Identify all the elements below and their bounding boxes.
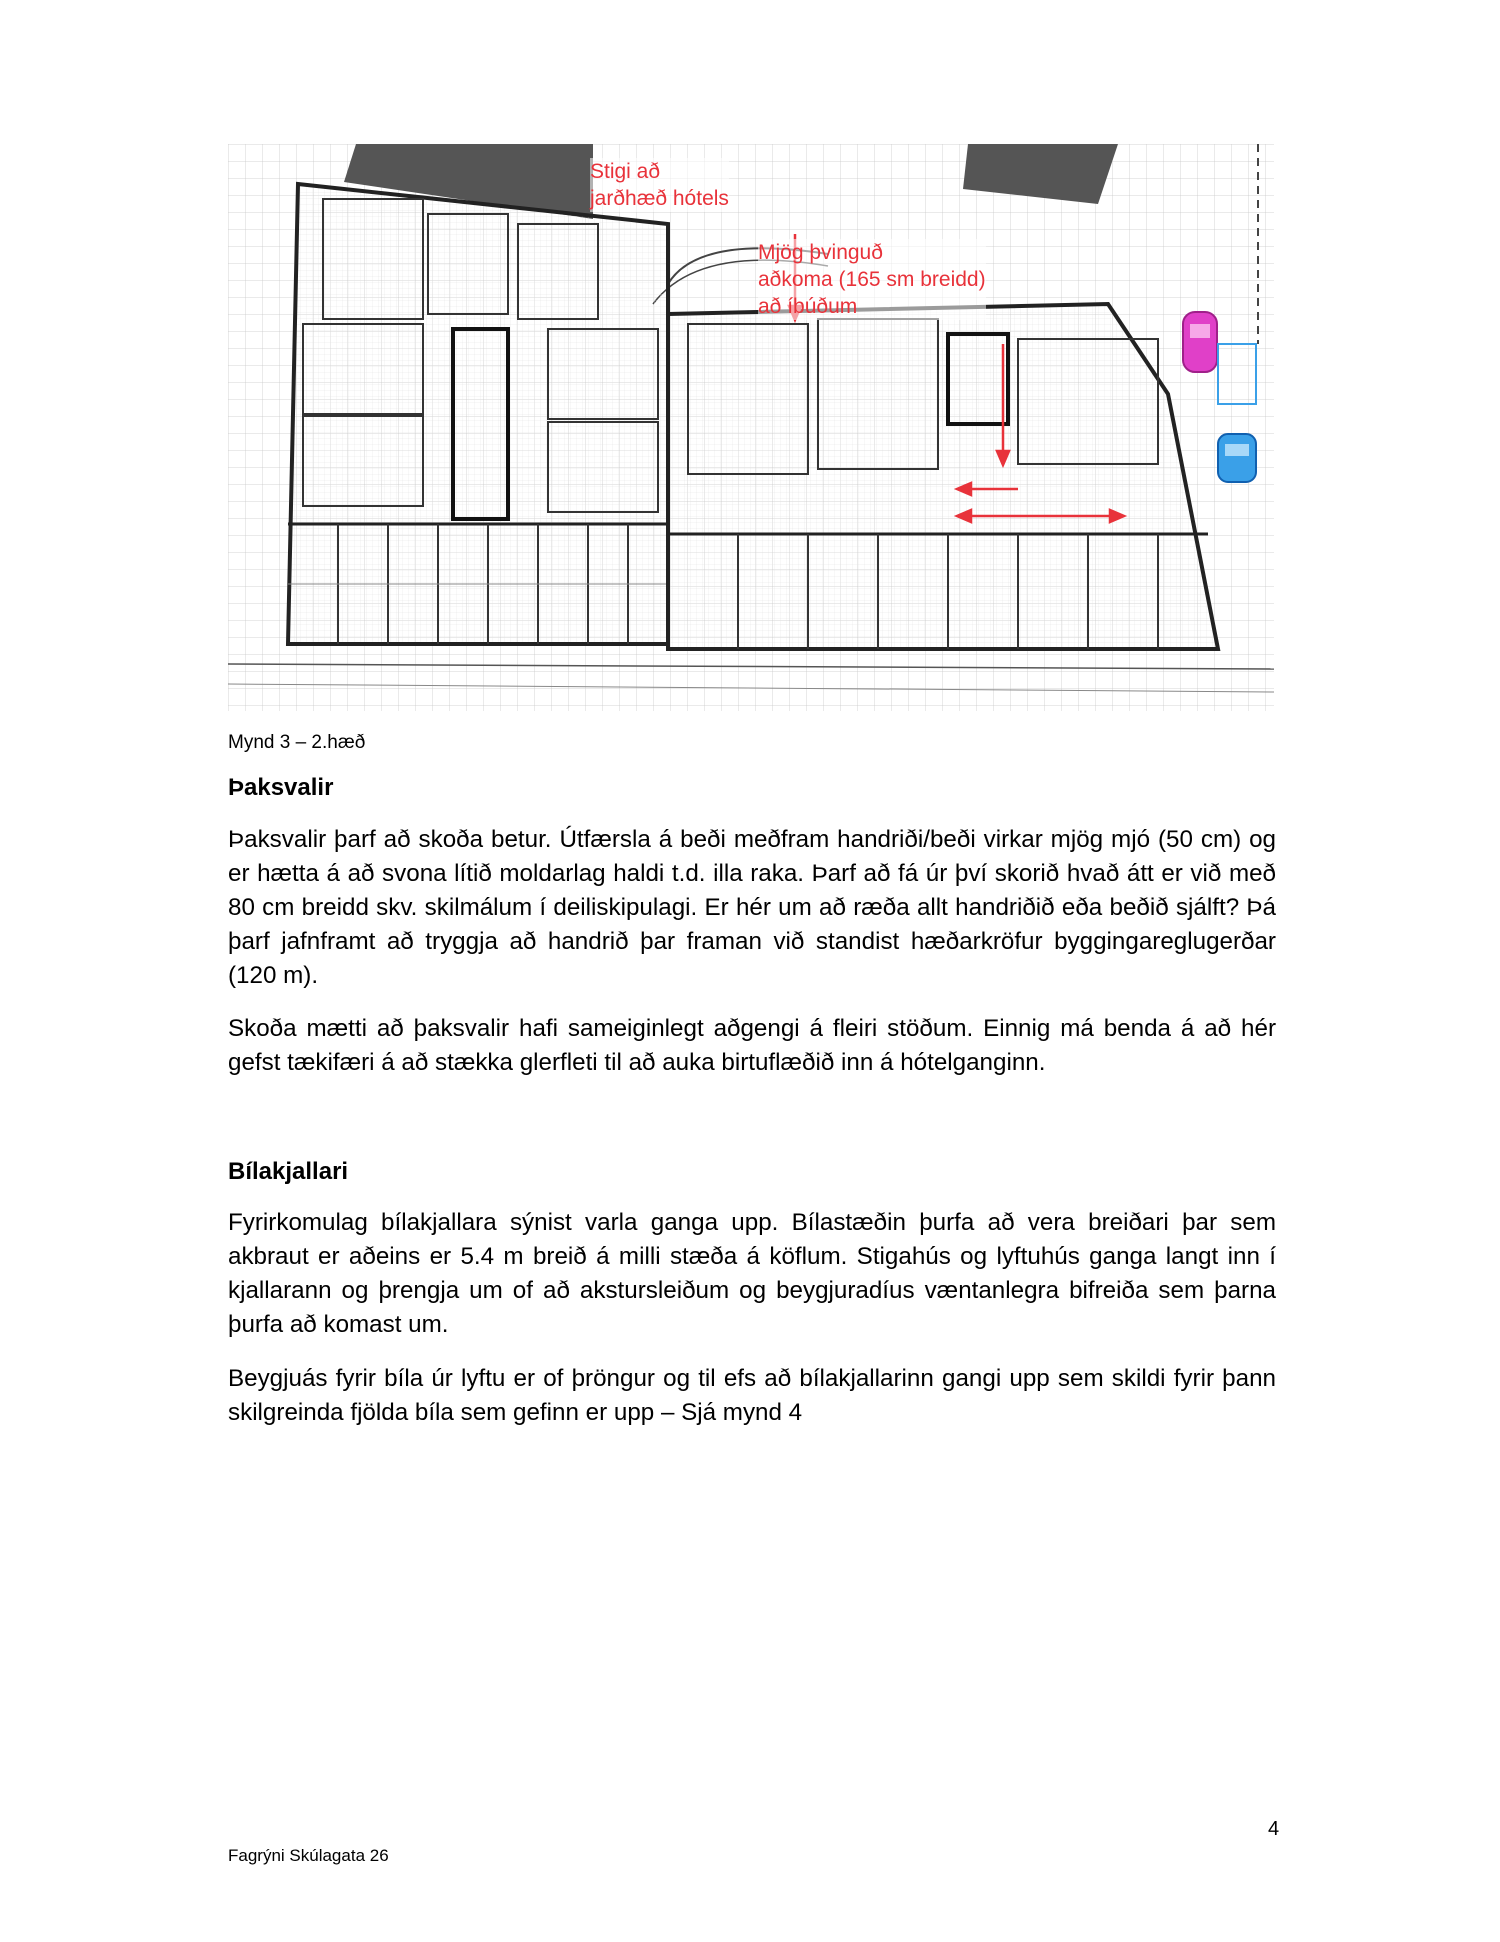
access-annotation (758, 239, 986, 320)
paragraph: Beygjuás fyrir bíla úr lyftu er of þröngur og til efs að bílakjallarinn gangi upp sem skildi fyrir þann skilgreinda fjölda bíla sem gefinn er upp – Sjá mynd 4 (228, 1365, 1276, 1426)
paragraph: Skoða mætti að þaksvalir hafi sameiginlegt aðgengi á fleiri stöðum. Einnig má benda á að hér gefst tækifæri á að stækka glerfleti til að auka birtuflæðið inn á hótelganginn. (228, 1015, 1276, 1076)
hotel-wing (288, 184, 668, 644)
access-annotation-text: Mjög þvinguð aðkoma (165 sm breidd) að íbúðum (758, 241, 986, 318)
section-heading-roof-terraces: Þaksvalir (228, 774, 334, 801)
floor-plan-drawing (228, 144, 1274, 711)
stairs-annotation-text: Stigi að jarðhæð hótels (590, 160, 729, 210)
apartment-wing (668, 304, 1218, 649)
figure-caption: Mynd 3 – 2.hæð (228, 732, 366, 753)
footer-text: Fagrýni Skúlagata 26 (228, 1846, 389, 1865)
floor-plan-figure (228, 144, 1274, 711)
stairs-annotation (590, 158, 729, 212)
paragraph: Þaksvalir þarf að skoða betur. Útfærsla á beði meðfram handriði/beði virkar mjög mjó (50 cm) og er hætta á að svona lítið moldarlag haldi t.d. illa raka. Þarf að fá úr því skorið hvað átt er við með 80 cm breidd skv. skilmálum í deiliskipulagi. Er hér um að ræða allt handriðið eða beðið sjálft? Þá þarf jafnframt að tryggja að handrið þar framan við standist hæðarkröfur byggingareglugerðar (120 m). (228, 826, 1276, 989)
car-icon (1218, 434, 1256, 482)
page-number: 4 (1268, 1818, 1280, 1840)
section-heading-parking-garage: Bílakjallari (228, 1158, 349, 1185)
car-icon (1183, 312, 1217, 372)
paragraph: Fyrirkomulag bílakjallara sýnist varla ganga upp. Bílastæðin þurfa að vera breiðari þar sem akbraut er aðeins er 5.4 m breið á milli stæða á köflum. Stigahús og lyftuhús ganga langt inn í kjallarann og þrengja um of að akstursleiðum og beygjuradíus væntanlegra bifreiða sem þarna þurfa að komast um. (228, 1209, 1276, 1338)
